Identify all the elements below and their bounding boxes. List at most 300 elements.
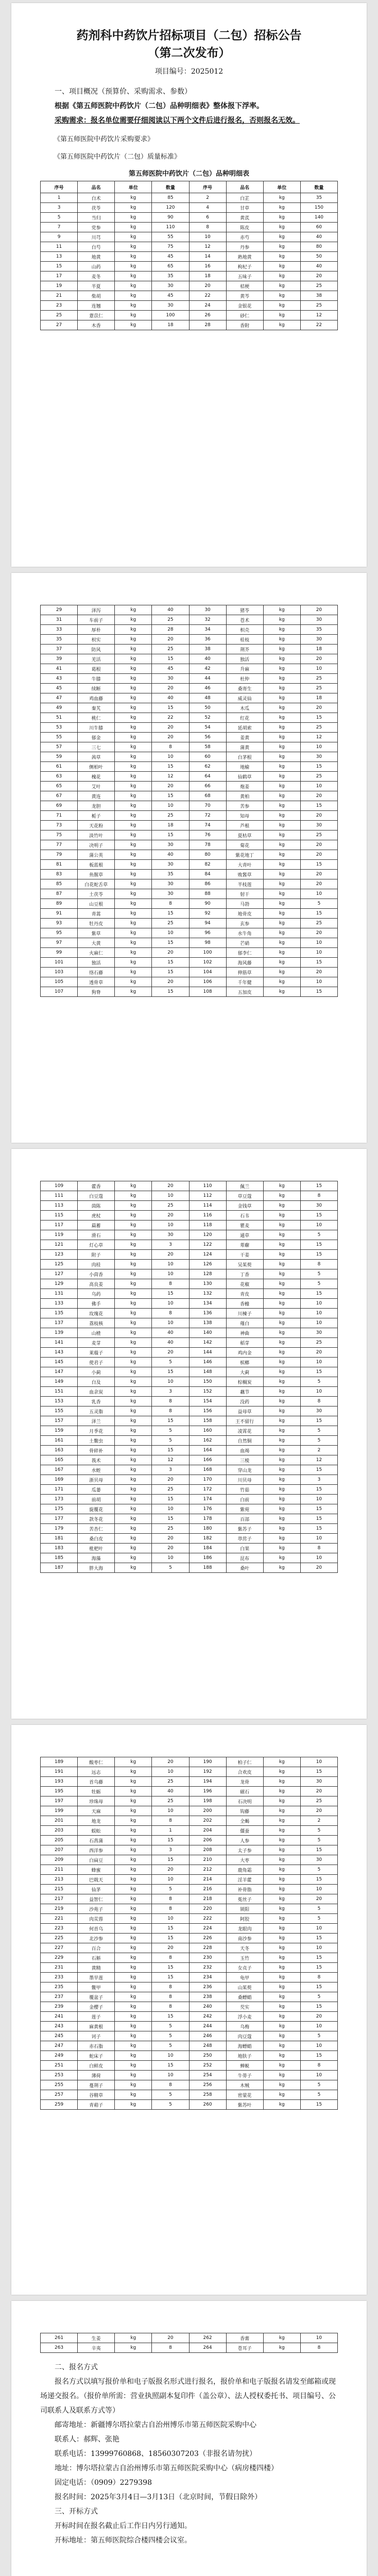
cell-name: 紫苏子 (226, 1524, 263, 1534)
cell-qty: 30 (300, 1406, 337, 1416)
cell-qty: 15 (300, 1953, 337, 1963)
cell-name: 独活 (78, 958, 115, 968)
cell-name: 千年健 (226, 977, 263, 987)
cell-index: 76 (189, 831, 226, 840)
table-row (41, 2051, 338, 2061)
project-number-value: 2025012 (191, 67, 224, 76)
cell-name: 金钱草 (226, 1201, 263, 1211)
table-row (41, 1787, 338, 1797)
cell-name: 牡丹皮 (78, 919, 115, 928)
cell-index: 52 (189, 713, 226, 723)
cell-name: 黄芪 (226, 213, 263, 223)
table-row (41, 1943, 338, 1953)
cell-index: 48 (189, 693, 226, 703)
cell-name: 人参 (226, 1836, 263, 1845)
table-row (41, 1514, 338, 1524)
cell-unit: kg (115, 1875, 152, 1885)
cell-qty: 3 (152, 1387, 189, 1397)
cell-index: 142 (189, 1338, 226, 1348)
table-row (41, 311, 338, 320)
cell-qty: 10 (152, 1504, 189, 1514)
cell-index: 210 (189, 1855, 226, 1865)
cell-name: 五味子 (226, 272, 263, 281)
cell-unit: kg (263, 1299, 300, 1309)
cell-index: 86 (189, 879, 226, 889)
table-row (41, 2002, 338, 2012)
cell-name: 大蓟 (226, 1367, 263, 1377)
cell-unit: kg (263, 1446, 300, 1455)
cell-qty: 5 (300, 1436, 337, 1446)
cell-name: 地肤子 (226, 2051, 263, 2061)
cell-unit: kg (263, 232, 300, 242)
cell-unit: kg (263, 654, 300, 664)
cell-index: 261 (41, 2333, 78, 2343)
cell-name: 桑螵蛸 (226, 1992, 263, 2002)
table-row (41, 1279, 338, 1289)
cell-unit: kg (263, 1845, 300, 1855)
cell-name: 紫苏叶 (226, 2100, 263, 2110)
cell-name: 石决明 (226, 1797, 263, 1806)
cell-index: 159 (41, 1426, 78, 1436)
announcement-subtitle: （第二次发布） (147, 46, 231, 60)
cell-name: 猪苓 (226, 605, 263, 615)
cell-qty: 15 (152, 1855, 189, 1865)
cell-index: 101 (41, 958, 78, 968)
col-header-unit: 单位 (115, 181, 152, 193)
cell-index: 127 (41, 1269, 78, 1279)
cell-qty: 40 (300, 232, 337, 242)
table-row (41, 1544, 338, 1553)
cell-unit: kg (115, 811, 152, 821)
cell-name: 柏子仁 (226, 1757, 263, 1767)
cell-unit: kg (115, 615, 152, 625)
cell-unit: kg (263, 693, 300, 703)
cell-qty: 5 (152, 2031, 189, 2041)
cell-unit: kg (263, 1221, 300, 1230)
cell-unit: kg (115, 1406, 152, 1416)
cell-name: 苍术 (226, 615, 263, 625)
cell-qty: 80 (300, 242, 337, 252)
cell-name: 牡蛎 (78, 1787, 115, 1797)
cell-name: 珍珠母 (78, 1797, 115, 1806)
cell-index: 80 (189, 850, 226, 860)
cell-index: 184 (189, 1544, 226, 1553)
cell-index: 83 (41, 870, 78, 879)
table-row (41, 1524, 338, 1534)
cell-unit: kg (263, 2080, 300, 2090)
cell-index: 114 (189, 1201, 226, 1211)
table-row (41, 850, 338, 860)
cell-unit: kg (263, 1250, 300, 1260)
cell-name: 桑寄生 (226, 684, 263, 693)
cell-index: 174 (189, 1495, 226, 1504)
cell-unit: kg (263, 1436, 300, 1446)
cell-name: 杜仲 (226, 674, 263, 684)
cell-name: 姜黄 (226, 733, 263, 742)
cell-qty: 10 (300, 1495, 337, 1504)
cell-unit: kg (263, 193, 300, 203)
cell-qty: 10 (300, 1534, 337, 1544)
table-row (41, 1201, 338, 1211)
cell-index: 154 (189, 1397, 226, 1406)
cell-name: 五灵脂 (78, 1406, 115, 1416)
cell-name: 竹茹 (226, 1485, 263, 1495)
cell-index: 162 (189, 1436, 226, 1446)
cell-unit: kg (115, 938, 152, 948)
table-row (41, 821, 338, 831)
cell-qty: 15 (152, 762, 189, 772)
cell-unit: kg (263, 2071, 300, 2080)
cell-unit: kg (115, 625, 152, 635)
cell-name: 艾叶 (78, 782, 115, 791)
table-row (41, 693, 338, 703)
cell-qty: 10 (152, 1260, 189, 1269)
cell-qty: 10 (300, 1553, 337, 1563)
cell-index: 198 (189, 1797, 226, 1806)
cell-name: 沙苑子 (78, 1904, 115, 1914)
table-row (41, 1377, 338, 1387)
cell-unit: kg (115, 1894, 152, 1904)
cell-name: 秦艽 (78, 703, 115, 713)
cell-name: 花椒 (226, 1279, 263, 1289)
cell-qty: 18 (300, 693, 337, 703)
cell-index: 53 (41, 723, 78, 733)
cell-unit: kg (115, 1250, 152, 1260)
cell-name: 枸杞子 (226, 262, 263, 272)
cell-name: 淡竹叶 (78, 831, 115, 840)
cell-index: 161 (41, 1436, 78, 1446)
cell-qty: 15 (300, 958, 337, 968)
cell-qty: 12 (300, 311, 337, 320)
cell-index: 255 (41, 2080, 78, 2090)
cell-qty: 5 (152, 1563, 189, 1573)
cell-name: 龙骨 (226, 1777, 263, 1787)
cell-index: 121 (41, 1240, 78, 1250)
table-row (41, 811, 338, 821)
cell-unit: kg (115, 723, 152, 733)
cell-qty: 8 (152, 1397, 189, 1406)
cell-index: 248 (189, 2041, 226, 2051)
cell-qty: 30 (152, 674, 189, 684)
cell-index: 227 (41, 1943, 78, 1953)
cell-unit: kg (115, 232, 152, 242)
col-header-index: 序号 (189, 181, 226, 193)
cell-name: 葛根 (78, 664, 115, 674)
cell-index: 215 (41, 1885, 78, 1894)
table-row (41, 232, 338, 242)
cell-name: 乌药 (78, 1289, 115, 1299)
cell-qty: 5 (152, 1358, 189, 1367)
cell-index: 20 (189, 281, 226, 291)
table-row (41, 870, 338, 879)
cell-unit: kg (115, 635, 152, 645)
cell-unit: kg (115, 1299, 152, 1309)
cell-unit: kg (115, 1787, 152, 1797)
cell-qty: 25 (152, 919, 189, 928)
cell-qty: 60 (300, 223, 337, 232)
cell-index: 165 (41, 1455, 78, 1465)
table-row (41, 713, 338, 723)
cell-unit: kg (115, 1377, 152, 1387)
section2-fixed-phone: 固定电话：（0909）2279398 (55, 2479, 152, 2487)
cell-unit: kg (115, 645, 152, 654)
cell-qty: 40 (152, 1338, 189, 1348)
table-row (41, 674, 338, 684)
cell-name: 北沙参 (78, 1934, 115, 1943)
col-header-name: 品名 (78, 181, 115, 193)
cell-qty: 10 (152, 752, 189, 762)
requirement-doc-1: 《第五师医院中药饮片采购要求》 (54, 135, 154, 143)
cell-unit: kg (115, 977, 152, 987)
cell-index: 252 (189, 2061, 226, 2071)
cell-qty: 25 (300, 831, 337, 840)
cell-qty: 5 (300, 899, 337, 909)
cell-index: 62 (189, 762, 226, 772)
cell-index: 90 (189, 899, 226, 909)
cell-name: 吴茱萸 (226, 1260, 263, 1269)
table-row (41, 1992, 338, 2002)
cell-qty: 10 (300, 977, 337, 987)
cell-unit: kg (115, 889, 152, 899)
cell-name: 苦杏仁 (78, 1524, 115, 1534)
cell-unit: kg (263, 2061, 300, 2071)
cell-name: 肉豆蔻 (226, 2031, 263, 2041)
table-caption: 第五师医院中药饮片（二包）品种明细表 (128, 170, 249, 178)
item-table-page-2 (40, 605, 338, 997)
cell-qty: 22 (152, 713, 189, 723)
cell-qty: 10 (300, 1757, 337, 1767)
cell-qty: 8 (300, 2343, 337, 2353)
cell-qty: 110 (152, 223, 189, 232)
cell-unit: kg (115, 1514, 152, 1524)
cell-name: 鸡内金 (226, 1348, 263, 1358)
cell-name: 槐花 (78, 772, 115, 782)
cell-name: 神曲 (226, 1328, 263, 1338)
cell-qty: 20 (152, 1865, 189, 1875)
cell-unit: kg (115, 1767, 152, 1777)
cell-name: 白芷 (226, 193, 263, 203)
cell-name: 白花蛇舌草 (78, 879, 115, 889)
cell-index: 117 (41, 1221, 78, 1230)
cell-unit: kg (263, 1465, 300, 1475)
table-row (41, 605, 338, 615)
cell-name: 蒲黄 (226, 742, 263, 752)
cell-unit: kg (115, 1982, 152, 1992)
cell-index: 177 (41, 1514, 78, 1524)
cell-qty: 150 (300, 203, 337, 213)
table-row (41, 1924, 338, 1934)
table-row (41, 919, 338, 928)
table-row (41, 742, 338, 752)
cell-name: 肉桂 (78, 1260, 115, 1269)
cell-index: 202 (189, 1816, 226, 1826)
cell-qty: 20 (300, 870, 337, 879)
cell-unit: kg (263, 664, 300, 674)
cell-unit: kg (115, 1836, 152, 1845)
cell-index: 11 (41, 242, 78, 252)
cell-name: 续断 (78, 684, 115, 693)
cell-qty: 10 (152, 2051, 189, 2061)
cell-index: 129 (41, 1279, 78, 1289)
cell-qty: 10 (152, 801, 189, 811)
cell-unit: kg (263, 2051, 300, 2061)
cell-name: 胖大海 (78, 1563, 115, 1573)
cell-name: 王不留行 (226, 1416, 263, 1426)
cell-name: 地骨皮 (226, 909, 263, 919)
cell-unit: kg (115, 1885, 152, 1894)
cell-index: 158 (189, 1416, 226, 1426)
table-row (41, 635, 338, 645)
cell-unit: kg (263, 1201, 300, 1211)
cell-qty: 5 (300, 1426, 337, 1436)
cell-name: 益智仁 (78, 1894, 115, 1904)
cell-index: 217 (41, 1894, 78, 1904)
cell-index: 141 (41, 1338, 78, 1348)
cell-name: 大青叶 (226, 860, 263, 870)
cell-unit: kg (263, 919, 300, 928)
cell-unit: kg (115, 772, 152, 782)
cell-index: 221 (41, 1914, 78, 1924)
cell-unit: kg (115, 958, 152, 968)
cell-unit: kg (115, 223, 152, 232)
cell-index: 226 (189, 1934, 226, 1943)
cell-qty: 15 (300, 762, 337, 772)
cell-qty: 18 (152, 821, 189, 831)
cell-unit: kg (263, 899, 300, 909)
cell-qty: 30 (152, 860, 189, 870)
cell-unit: kg (263, 1767, 300, 1777)
cell-qty: 30 (300, 635, 337, 645)
cell-index: 237 (41, 1992, 78, 2002)
cell-name: 砂仁 (226, 311, 263, 320)
cell-qty: 22 (300, 320, 337, 330)
cell-name: 荔枝核 (78, 1318, 115, 1328)
cell-index: 8 (189, 223, 226, 232)
cell-name: 酸枣仁 (78, 1757, 115, 1767)
cell-qty: 30 (300, 1777, 337, 1787)
cell-index: 100 (189, 948, 226, 958)
table-row (41, 1406, 338, 1416)
cell-index: 201 (41, 1816, 78, 1826)
cell-unit: kg (115, 713, 152, 723)
table-row (41, 1504, 338, 1514)
cell-name: 僵蚕 (226, 1826, 263, 1836)
cell-name: 灯心草 (78, 1240, 115, 1250)
cell-index: 176 (189, 1504, 226, 1514)
cell-qty: 30 (300, 1855, 337, 1865)
cell-unit: kg (263, 1260, 300, 1269)
cell-index: 233 (41, 1973, 78, 1982)
cell-index: 169 (41, 1475, 78, 1485)
cell-unit: kg (115, 1318, 152, 1328)
cell-index: 22 (189, 291, 226, 301)
cell-name: 白及 (78, 1377, 115, 1387)
cell-name: 小茴香 (78, 1269, 115, 1279)
cell-unit: kg (115, 733, 152, 742)
cell-qty: 10 (300, 2333, 337, 2343)
table-row (41, 1426, 338, 1436)
cell-unit: kg (115, 1963, 152, 1973)
cell-unit: kg (263, 1544, 300, 1553)
table-row (41, 772, 338, 782)
cell-qty: 40 (152, 605, 189, 615)
cell-qty: 10 (152, 1377, 189, 1387)
cell-name: 小蓟 (78, 1367, 115, 1377)
cell-name: 天花粉 (78, 821, 115, 831)
cell-name: 益母草 (226, 1406, 263, 1416)
col-header-unit: 单位 (263, 181, 300, 193)
cell-index: 152 (189, 1387, 226, 1397)
cell-qty: 20 (300, 272, 337, 281)
cell-qty: 25 (152, 1777, 189, 1787)
cell-index: 47 (41, 693, 78, 703)
cell-index: 4 (189, 203, 226, 213)
cell-unit: kg (263, 1524, 300, 1534)
cell-name: 枳壳 (226, 625, 263, 635)
cell-qty: 15 (152, 791, 189, 801)
cell-qty: 5 (152, 2022, 189, 2031)
cell-name: 青葙子 (78, 2100, 115, 2110)
cell-index: 98 (189, 938, 226, 948)
cell-qty: 3 (152, 1465, 189, 1475)
cell-unit: kg (263, 791, 300, 801)
table-row (41, 1963, 338, 1973)
cell-unit: kg (263, 1318, 300, 1328)
cell-qty: 10 (300, 889, 337, 899)
cell-unit: kg (115, 2031, 152, 2041)
cell-unit: kg (115, 1865, 152, 1875)
cell-qty: 8 (152, 1406, 189, 1416)
table-row (41, 889, 338, 899)
cell-unit: kg (115, 742, 152, 752)
cell-name: 郁金 (78, 733, 115, 742)
section3-p1: 开标时间在报名截止后工作日内另行通知。 (55, 2522, 192, 2530)
cell-qty: 15 (152, 2012, 189, 2022)
cell-index: 203 (41, 1826, 78, 1836)
cell-unit: kg (263, 762, 300, 772)
cell-name: 赤石脂 (78, 2041, 115, 2051)
cell-index: 25 (41, 311, 78, 320)
cell-name: 羌活 (78, 654, 115, 664)
cell-index: 96 (189, 928, 226, 938)
cell-qty: 25 (300, 301, 337, 311)
cell-name: 败酱草 (226, 870, 263, 879)
table-row (41, 252, 338, 262)
table-row (41, 1397, 338, 1406)
cell-unit: kg (115, 850, 152, 860)
cell-name: 巴戟天 (78, 1875, 115, 1885)
cell-index: 168 (189, 1465, 226, 1475)
cell-qty: 15 (152, 1934, 189, 1943)
cell-index: 140 (189, 1328, 226, 1338)
cell-unit: kg (263, 1806, 300, 1816)
cell-unit: kg (263, 2333, 300, 2343)
cell-unit: kg (263, 242, 300, 252)
cell-name: 葶苈子 (226, 1534, 263, 1544)
cell-name: 石菖蒲 (78, 1836, 115, 1845)
cell-name: 麦冬 (78, 272, 115, 281)
cell-unit: kg (263, 1485, 300, 1495)
cell-name: 丹参 (226, 242, 263, 252)
cell-unit: kg (263, 301, 300, 311)
cell-qty: 20 (300, 1563, 337, 1573)
table-row (41, 242, 338, 252)
cell-qty: 8 (152, 742, 189, 752)
table-row (41, 1230, 338, 1240)
cell-name: 侧柏叶 (78, 762, 115, 772)
cell-unit: kg (263, 1777, 300, 1787)
cell-index: 17 (41, 272, 78, 281)
